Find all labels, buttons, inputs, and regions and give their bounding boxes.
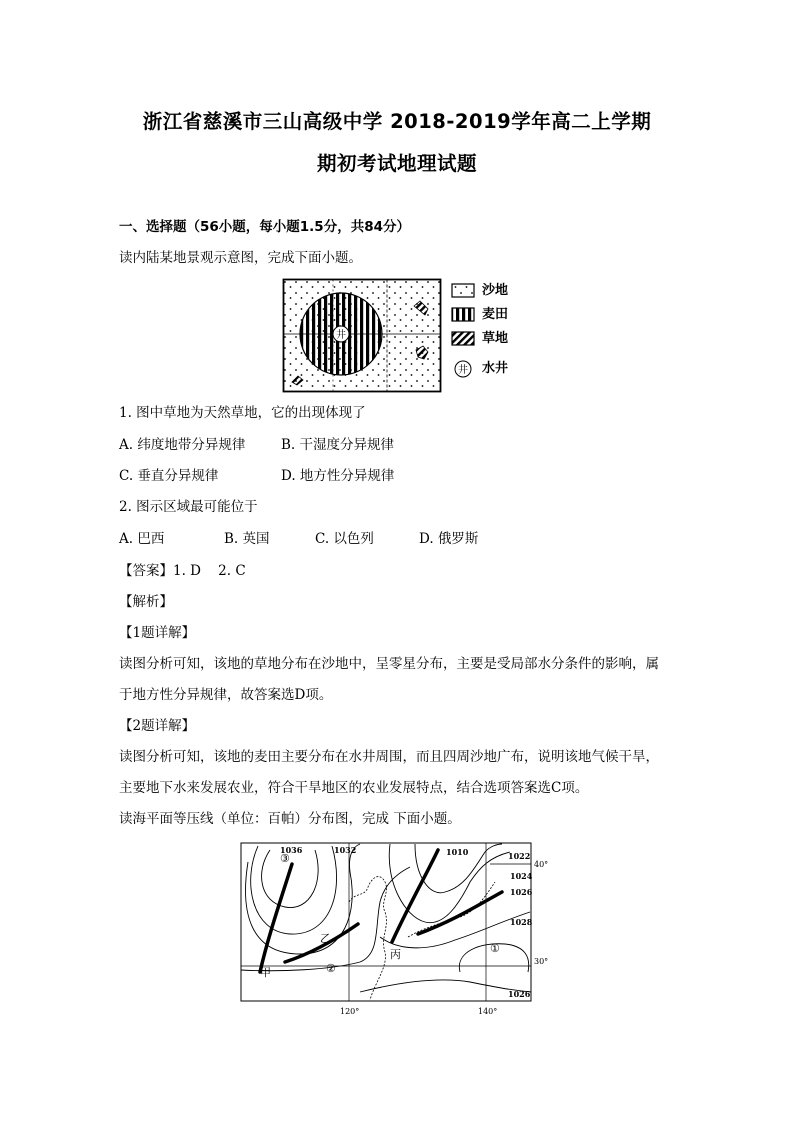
- legend-well-label: 水井: [482, 361, 509, 376]
- isobar-label-1024: 1024: [510, 871, 533, 881]
- analysis-label: 【解析】: [119, 594, 173, 610]
- q2-stem: 2. 图示区域最可能位于: [119, 499, 258, 515]
- lat-label-30: 30°: [534, 957, 549, 966]
- fig2-intro: 读海平面等压线（单位：百帕）分布图，完成 下面小题。: [119, 811, 461, 827]
- answer-line: [119, 562, 246, 580]
- answer-label: 【答案】: [119, 563, 173, 579]
- title-line-1: 浙江省慈溪市三山高级中学 2018-2019学年高二上学期: [142, 110, 652, 133]
- isobar-map: [240, 842, 552, 1020]
- region-label-jia: 甲: [260, 966, 271, 979]
- region-label-yi: 乙: [320, 932, 331, 945]
- q2-option-a: A. 巴西: [119, 531, 165, 547]
- legend-wheat-label: 麦田: [482, 307, 509, 322]
- fig1-intro: 读内陆某地景观示意图，完成下面小题。: [119, 250, 362, 266]
- isobar-label-1022: 1022: [508, 851, 531, 861]
- q1-option-d: D. 地方性分异规律: [281, 468, 395, 484]
- q1-option-c: C. 垂直分异规律: [119, 468, 219, 484]
- q2-option-d: D. 俄罗斯: [419, 531, 479, 547]
- detail2-label: 【2题详解】: [119, 718, 196, 734]
- region-label-3: ③: [280, 852, 290, 865]
- section-heading: 一、选择题（56小题，每小题1.5分，共84分）: [119, 219, 410, 235]
- detail1-text-line-2: 于地方性分异规律，故答案选D项。: [119, 687, 333, 703]
- isobar-label-1032: 1032: [334, 845, 357, 855]
- detail2-text-line-2: 主要地下水来发展农业，符合干旱地区的农业发展特点，结合选项答案选C项。: [119, 780, 589, 796]
- region-label-bing: 丙: [390, 948, 401, 961]
- region-label-1: ①: [490, 942, 500, 955]
- lon-label-140: 140°: [478, 1007, 498, 1016]
- q2-option-b: B. 英国: [224, 531, 270, 547]
- lon-label-120: 120°: [340, 1007, 360, 1016]
- detail1-text-line-1: 读图分析可知，该地的草地分布在沙地中，呈零星分布，主要是受局部水分条件的影响，属: [119, 656, 659, 672]
- legend: [452, 284, 474, 377]
- title-line-2: 期初考试地理试题: [316, 152, 477, 175]
- detail2-text-line-1: 读图分析可知，该地的麦田主要分布在水井周围，而且四周沙地广布，说明该地气候干旱，: [119, 749, 659, 765]
- legend-grass-label: 草地: [482, 331, 509, 346]
- lat-label-40: 40°: [534, 860, 549, 869]
- legend-sand-label: 沙地: [482, 283, 509, 298]
- q1-option-b: B. 干湿度分异规律: [281, 437, 395, 453]
- q1-stem: 1. 图中草地为天然草地，它的出现体现了: [119, 405, 366, 421]
- q2-option-c: C. 以色列: [315, 531, 374, 547]
- isobar-label-1026a: 1026: [510, 887, 533, 897]
- isobar-label-1036: 1036: [280, 845, 303, 855]
- q1-option-a: A. 纬度地带分异规律: [119, 437, 246, 453]
- detail1-label: 【1题详解】: [119, 625, 196, 641]
- isobar-label-1026b: 1026: [508, 989, 531, 999]
- isobar-label-1028: 1028: [510, 917, 533, 927]
- svg-text:井: 井: [458, 365, 468, 376]
- region-label-2: ②: [326, 962, 336, 975]
- svg-text:井: 井: [336, 330, 346, 341]
- isobar-label-1010: 1010: [446, 847, 469, 857]
- answer-text: 1. D 2. C: [173, 563, 246, 579]
